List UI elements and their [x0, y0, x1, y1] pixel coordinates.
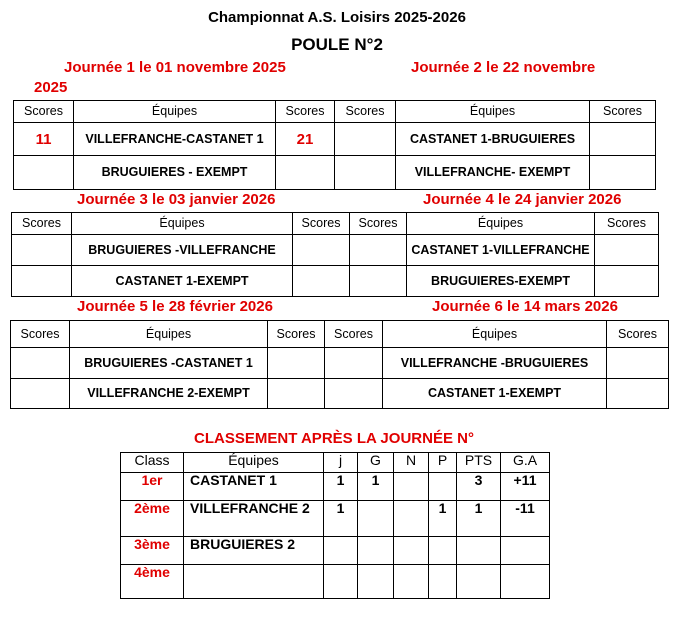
ranking-header-teams: Équipes [184, 453, 324, 473]
header-teams: Équipes [72, 213, 293, 235]
match-teams: VILLEFRANCHE -BRUGUIERES [383, 348, 607, 379]
ranking-row [121, 537, 550, 565]
rank-won [358, 537, 394, 565]
match-teams: BRUGUIERES - EXEMPT [74, 156, 276, 190]
score-cell[interactable]: 21 [276, 123, 335, 156]
rank-label: 2ème [121, 501, 184, 537]
rank-won: 1 [358, 473, 394, 501]
round-1-title: Journée 1 le 01 novembre 2025 [64, 59, 286, 76]
header-scores: Scores [11, 321, 70, 348]
header-scores: Scores [268, 321, 325, 348]
rank-lost: 1 [429, 501, 457, 537]
rank-label: 4ème [121, 565, 184, 599]
rank-label: 3ème [121, 537, 184, 565]
rank-goal-average: +11 [501, 473, 550, 501]
rank-team: CASTANET 1 [184, 473, 324, 501]
score-cell[interactable] [268, 348, 325, 379]
score-cell[interactable] [607, 379, 669, 409]
ranking-header-played: j [324, 453, 358, 473]
score-cell[interactable] [12, 266, 72, 297]
match-teams: CASTANET 1-EXEMPT [72, 266, 293, 297]
ranking-row [121, 565, 550, 599]
rank-won [358, 565, 394, 599]
round-6-title: Journée 6 le 14 mars 2026 [432, 298, 618, 315]
header-scores: Scores [14, 101, 74, 123]
pool-subtitle: POULE N°2 [291, 35, 383, 54]
match-teams: BRUGUIERES -VILLEFRANCHE [72, 235, 293, 266]
match-teams: BRUGUIERES -CASTANET 1 [70, 348, 268, 379]
score-cell[interactable] [325, 348, 383, 379]
ranking-header-draw: N [394, 453, 429, 473]
rank-lost [429, 473, 457, 501]
rank-goal-average: -11 [501, 501, 550, 537]
header-teams: Équipes [407, 213, 595, 235]
ranking-table [120, 452, 550, 599]
header-scores: Scores [590, 101, 656, 123]
score-cell[interactable] [14, 156, 74, 190]
score-cell[interactable] [325, 379, 383, 409]
rank-played: 1 [324, 473, 358, 501]
ranking-header-class: Class [121, 453, 184, 473]
page-title: Championnat A.S. Loisirs 2025-2026 [208, 9, 466, 26]
rank-draw [394, 537, 429, 565]
header-teams: Équipes [396, 101, 590, 123]
match-teams: CASTANET 1-BRUGUIERES [396, 123, 590, 156]
ranking-header-points: PTS [457, 453, 501, 473]
header-scores: Scores [12, 213, 72, 235]
rank-lost [429, 565, 457, 599]
score-cell[interactable] [595, 266, 659, 297]
score-cell[interactable] [12, 235, 72, 266]
score-cell[interactable] [276, 156, 335, 190]
ranking-header-goal-average: G.A [501, 453, 550, 473]
rank-team [184, 565, 324, 599]
match-teams: CASTANET 1-VILLEFRANCHE [407, 235, 595, 266]
rank-draw [394, 565, 429, 599]
rank-points: 3 [457, 473, 501, 501]
rank-points: 1 [457, 501, 501, 537]
rank-label: 1er [121, 473, 184, 501]
match-teams: VILLEFRANCHE- EXEMPT [396, 156, 590, 190]
header-scores: Scores [595, 213, 659, 235]
round-1-title-wrap: 2025 [34, 79, 68, 96]
score-cell[interactable] [335, 123, 396, 156]
round-3-title: Journée 3 le 03 janvier 2026 [77, 191, 276, 208]
ranking-header-lost: P [429, 453, 457, 473]
rank-goal-average [501, 565, 550, 599]
header-scores: Scores [293, 213, 350, 235]
score-cell[interactable] [350, 266, 407, 297]
round-4-title: Journée 4 le 24 janvier 2026 [423, 191, 622, 208]
score-cell[interactable] [293, 266, 350, 297]
score-cell[interactable] [350, 235, 407, 266]
rank-points [457, 565, 501, 599]
rank-won [358, 501, 394, 537]
score-cell[interactable] [335, 156, 396, 190]
header-scores: Scores [335, 101, 396, 123]
score-cell[interactable] [590, 156, 656, 190]
match-teams: VILLEFRANCHE-CASTANET 1 [74, 123, 276, 156]
score-cell[interactable] [607, 348, 669, 379]
round-5-title: Journée 5 le 28 février 2026 [77, 298, 273, 315]
header-teams: Équipes [70, 321, 268, 348]
round-2-title: Journée 2 le 22 novembre [411, 59, 596, 76]
ranking-row [121, 501, 550, 537]
rank-team: BRUGUIERES 2 [184, 537, 324, 565]
rank-points [457, 537, 501, 565]
ranking-row [121, 473, 550, 501]
ranking-title: CLASSEMENT APRÈS LA JOURNÉE N° [194, 430, 474, 447]
score-cell[interactable]: 11 [14, 123, 74, 156]
rank-played: 1 [324, 501, 358, 537]
score-cell[interactable] [595, 235, 659, 266]
header-scores: Scores [607, 321, 669, 348]
rank-draw [394, 473, 429, 501]
rank-draw [394, 501, 429, 537]
rank-goal-average [501, 537, 550, 565]
header-teams: Équipes [74, 101, 276, 123]
rounds-1-2-table [13, 100, 656, 190]
rank-played [324, 537, 358, 565]
ranking-header-won: G [358, 453, 394, 473]
rank-played [324, 565, 358, 599]
header-teams: Équipes [383, 321, 607, 348]
match-teams: VILLEFRANCHE 2-EXEMPT [70, 379, 268, 409]
match-teams: CASTANET 1-EXEMPT [383, 379, 607, 409]
header-scores: Scores [350, 213, 407, 235]
score-cell[interactable] [293, 235, 350, 266]
match-teams: BRUGUIERES-EXEMPT [407, 266, 595, 297]
score-cell[interactable] [11, 379, 70, 409]
score-cell[interactable] [590, 123, 656, 156]
rank-team: VILLEFRANCHE 2 [184, 501, 324, 537]
rounds-5-6-table [10, 320, 669, 409]
rounds-3-4-table [11, 212, 659, 297]
header-scores: Scores [325, 321, 383, 348]
rank-lost [429, 537, 457, 565]
score-cell[interactable] [268, 379, 325, 409]
header-scores: Scores [276, 101, 335, 123]
score-cell[interactable] [11, 348, 70, 379]
